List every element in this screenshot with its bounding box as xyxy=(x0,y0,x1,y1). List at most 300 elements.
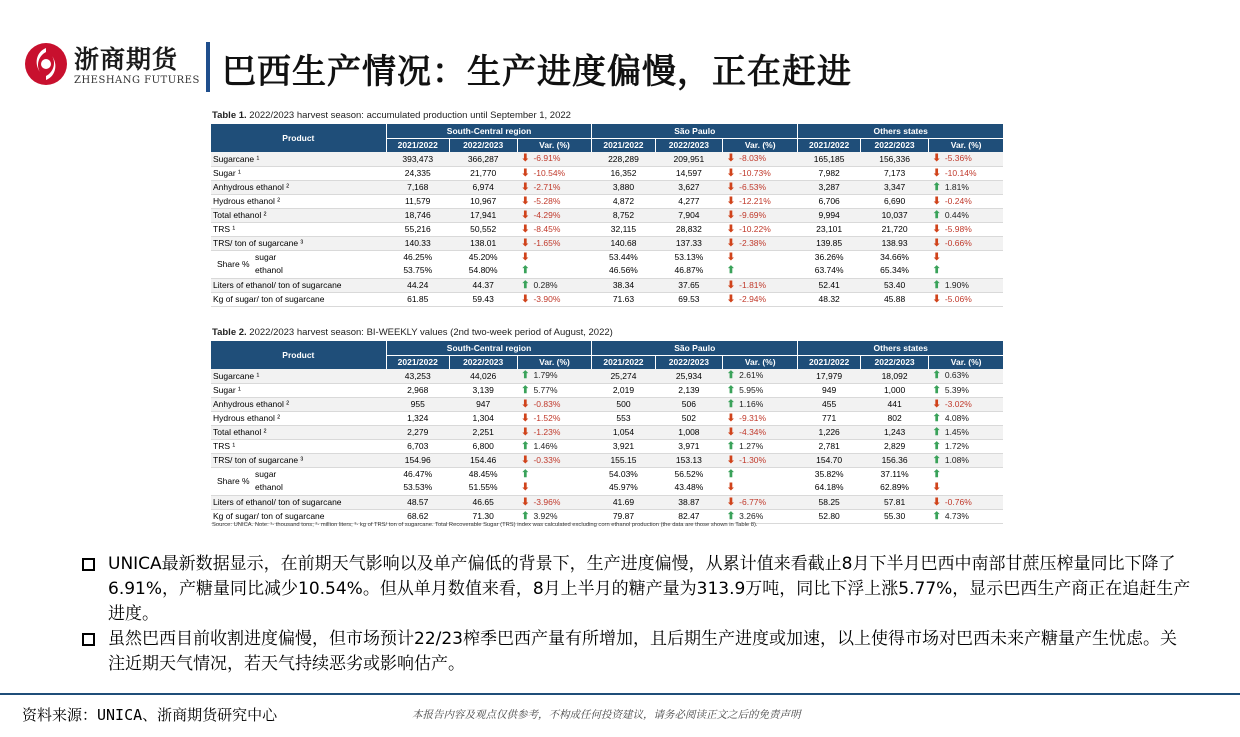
table-cell: 6,703 xyxy=(386,439,449,453)
var-cell xyxy=(723,208,798,222)
var-arrow xyxy=(521,264,590,277)
column-subheader: Var. (%) xyxy=(928,138,1003,152)
table-cell: 25,934 xyxy=(655,369,723,383)
column-subheader: 2021/2022 xyxy=(386,355,449,369)
var-cell xyxy=(928,383,1003,397)
checkbox-square-icon xyxy=(82,558,95,571)
var-value: -3.96% xyxy=(531,496,561,507)
arrow-down-icon: ⬇ xyxy=(726,496,736,508)
table-cell xyxy=(861,250,929,278)
var-value: 1.79% xyxy=(531,370,558,381)
arrow-down-icon: ⬇ xyxy=(726,237,736,249)
table-cell: 7,173 xyxy=(861,166,929,180)
footer-divider xyxy=(0,693,1240,695)
table-cell: 3,880 xyxy=(592,180,655,194)
table-cell: 955 xyxy=(386,397,449,411)
table2-caption xyxy=(212,327,613,338)
share-sub-ethanol: ethanol xyxy=(255,482,283,492)
table-cell xyxy=(723,250,798,278)
row-label: Liters of ethanol/ ton of sugarcane xyxy=(211,495,386,509)
table-cell: 209,951 xyxy=(655,152,723,166)
column-subheader: 2022/2023 xyxy=(449,138,517,152)
table-cell xyxy=(386,467,449,495)
table-row xyxy=(211,236,1003,250)
cell-value: 46.56% xyxy=(609,265,638,275)
var-cell xyxy=(517,495,592,509)
arrow-up-icon: ⬆ xyxy=(521,279,530,291)
table-cell: 1,226 xyxy=(798,425,861,439)
table-cell: 14,597 xyxy=(655,166,723,180)
var-value: -0.83% xyxy=(531,398,561,409)
row-label: Hydrous ethanol ² xyxy=(211,194,386,208)
table-cell: 6,706 xyxy=(798,194,861,208)
table-cell: 61.85 xyxy=(386,292,449,306)
arrow-up-icon: ⬆ xyxy=(932,469,941,480)
arrow-down-icon: ⬇ xyxy=(726,454,736,466)
arrow-down-icon: ⬇ xyxy=(726,293,736,305)
var-value: 1.46% xyxy=(531,440,558,451)
var-cell xyxy=(928,236,1003,250)
table-cell: 3,921 xyxy=(592,439,655,453)
var-cell xyxy=(517,152,592,166)
arrow-down-icon: ⬇ xyxy=(932,252,941,263)
table-cell: 3,627 xyxy=(655,180,723,194)
table-cell: 154.46 xyxy=(449,453,517,467)
table-cell: 21,720 xyxy=(861,222,929,236)
var-value: -3.90% xyxy=(531,293,561,304)
column-subheader: Var. (%) xyxy=(723,355,798,369)
row-label: TRS ¹ xyxy=(211,222,386,236)
arrow-up-icon: ⬆ xyxy=(726,398,736,410)
var-cell xyxy=(928,194,1003,208)
var-value: -8.45% xyxy=(531,223,561,234)
row-label: Kg of sugar/ ton of sugarcane xyxy=(211,292,386,306)
table-cell: 947 xyxy=(449,397,517,411)
var-cell xyxy=(723,222,798,236)
arrow-down-icon: ⬇ xyxy=(726,223,736,235)
arrow-up-icon: ⬆ xyxy=(521,265,530,276)
share-sub-ethanol: ethanol xyxy=(255,265,283,275)
table-cell: 10,967 xyxy=(449,194,517,208)
column-header-product: Product xyxy=(211,341,386,369)
arrow-down-icon: ⬇ xyxy=(932,237,941,249)
cell-value: 51.55% xyxy=(468,482,498,492)
var-value: 4.08% xyxy=(942,412,969,423)
var-value: 1.08% xyxy=(942,454,969,465)
var-cell xyxy=(517,292,592,306)
arrow-up-icon: ⬆ xyxy=(726,440,736,452)
cell-value: 56.52% xyxy=(674,469,704,479)
table-cell: 7,904 xyxy=(655,208,723,222)
table-cell xyxy=(386,250,449,278)
var-value: 5.39% xyxy=(942,384,969,395)
var-value: -0.76% xyxy=(942,496,972,507)
var-cell xyxy=(928,495,1003,509)
arrow-down-icon: ⬇ xyxy=(932,153,941,165)
var-cell xyxy=(723,180,798,194)
logo-english-text: ZHESHANG FUTURES xyxy=(74,75,200,86)
table-cell: 6,690 xyxy=(861,194,929,208)
var-cell xyxy=(928,509,1003,523)
row-label: Total ethanol ² xyxy=(211,208,386,222)
cell-value: 36.26% xyxy=(814,252,844,262)
table-cell: 9,994 xyxy=(798,208,861,222)
var-value: -0.33% xyxy=(531,454,561,465)
share-label: Share % xyxy=(217,475,250,486)
table-cell: 140.33 xyxy=(386,236,449,250)
var-value: -10.14% xyxy=(942,167,977,178)
arrow-down-icon: ⬇ xyxy=(521,426,530,438)
var-arrow xyxy=(932,481,1001,494)
var-value: -1.81% xyxy=(736,279,767,290)
table-cell: 137.33 xyxy=(655,236,723,250)
var-cell xyxy=(723,411,798,425)
var-cell xyxy=(517,509,592,523)
table-cell: 24,335 xyxy=(386,166,449,180)
table2-caption-label: Table 2. xyxy=(212,327,247,338)
table-cell: 7,982 xyxy=(798,166,861,180)
table-cell: 155.15 xyxy=(592,453,655,467)
table-cell: 3,139 xyxy=(449,383,517,397)
row-label: Anhydrous ethanol ² xyxy=(211,397,386,411)
var-value: -12.21% xyxy=(736,195,771,206)
arrow-up-icon: ⬆ xyxy=(932,384,941,396)
arrow-down-icon: ⬇ xyxy=(932,293,941,305)
var-value: -5.06% xyxy=(942,293,972,304)
table-cell: 53.40 xyxy=(861,278,929,292)
var-value: -9.31% xyxy=(736,412,767,423)
column-subheader: 2021/2022 xyxy=(798,355,861,369)
table-cell xyxy=(928,250,1003,278)
table-cell: 43,253 xyxy=(386,369,449,383)
row-label: TRS/ ton of sugarcane ³ xyxy=(211,453,386,467)
table-cell: 2,279 xyxy=(386,425,449,439)
var-value: 1.27% xyxy=(736,440,764,451)
table-cell: 165,185 xyxy=(798,152,861,166)
table-row xyxy=(211,222,1003,236)
table-row xyxy=(211,467,1003,495)
table-cell: 55,216 xyxy=(386,222,449,236)
table-cell: 46.65 xyxy=(449,495,517,509)
table-cell: 58.25 xyxy=(798,495,861,509)
table-cell: 38.87 xyxy=(655,495,723,509)
table2-caption-text: 2022/2023 harvest season: BI-WEEKLY values (2nd two-week period of August, 2022) xyxy=(246,327,613,338)
arrow-up-icon: ⬆ xyxy=(521,384,530,396)
table-cell: 16,352 xyxy=(592,166,655,180)
page-title: 巴西生产情况：生产进度偏慢，正在赶进 xyxy=(222,52,852,92)
column-subheader: Var. (%) xyxy=(928,355,1003,369)
var-cell xyxy=(517,222,592,236)
var-cell xyxy=(517,208,592,222)
arrow-up-icon: ⬆ xyxy=(932,510,941,522)
var-cell xyxy=(928,369,1003,383)
table-cell xyxy=(861,467,929,495)
table-row xyxy=(211,194,1003,208)
table-cell: 156,336 xyxy=(861,152,929,166)
table-row xyxy=(211,397,1003,411)
arrow-up-icon: ⬆ xyxy=(932,412,941,424)
column-group-header: Others states xyxy=(798,341,1004,355)
var-cell xyxy=(517,411,592,425)
cell-value: 35.82% xyxy=(814,469,844,479)
table-cell: 949 xyxy=(798,383,861,397)
cell-value: 53.75% xyxy=(403,265,433,275)
column-group-header: São Paulo xyxy=(592,341,798,355)
arrow-down-icon: ⬇ xyxy=(726,252,736,263)
column-group-header: São Paulo xyxy=(592,124,798,138)
table-cell: 500 xyxy=(592,397,655,411)
table-cell: 4,872 xyxy=(592,194,655,208)
var-cell xyxy=(723,453,798,467)
table-row xyxy=(211,278,1003,292)
arrow-up-icon: ⬆ xyxy=(726,469,736,480)
table-cell: 2,968 xyxy=(386,383,449,397)
table-cell: 48.32 xyxy=(798,292,861,306)
company-logo xyxy=(22,38,200,96)
var-cell xyxy=(517,236,592,250)
table-cell xyxy=(592,250,655,278)
table-cell: 17,941 xyxy=(449,208,517,222)
var-cell xyxy=(517,383,592,397)
column-subheader: Var. (%) xyxy=(723,138,798,152)
table-cell: 3,287 xyxy=(798,180,861,194)
table-cell: 28,832 xyxy=(655,222,723,236)
var-value: -9.69% xyxy=(736,209,767,220)
table-cell: 1,304 xyxy=(449,411,517,425)
table-cell: 1,008 xyxy=(655,425,723,439)
cell-value: 37.11% xyxy=(880,469,909,479)
arrow-down-icon: ⬇ xyxy=(932,223,941,235)
table-row xyxy=(211,509,1003,523)
table-cell: 44.24 xyxy=(386,278,449,292)
row-label: Anhydrous ethanol ² xyxy=(211,180,386,194)
var-value: -1.23% xyxy=(531,426,561,437)
cell-value: 34.66% xyxy=(880,252,909,262)
table-cell: 2,139 xyxy=(655,383,723,397)
table-cell xyxy=(449,467,517,495)
var-value: -4.34% xyxy=(736,426,767,437)
var-value: -5.28% xyxy=(531,195,561,206)
arrow-down-icon: ⬇ xyxy=(521,454,530,466)
cell-value: 64.18% xyxy=(814,482,844,492)
var-cell xyxy=(517,194,592,208)
arrow-down-icon: ⬇ xyxy=(521,237,530,249)
var-cell xyxy=(928,222,1003,236)
arrow-down-icon: ⬇ xyxy=(932,195,941,207)
table-cell: 2,781 xyxy=(798,439,861,453)
cell-value: 53.13% xyxy=(674,252,704,262)
table-cell xyxy=(928,467,1003,495)
var-value: -1.52% xyxy=(531,412,561,423)
table-cell: 3,971 xyxy=(655,439,723,453)
var-cell xyxy=(723,166,798,180)
table-cell xyxy=(449,250,517,278)
var-arrow xyxy=(932,264,1001,277)
arrow-down-icon: ⬇ xyxy=(521,209,530,221)
bullet-2 xyxy=(82,627,1192,677)
table-cell xyxy=(723,467,798,495)
var-value: -10.22% xyxy=(736,223,771,234)
table1 xyxy=(211,124,1003,307)
table-cell: 6,800 xyxy=(449,439,517,453)
arrow-down-icon: ⬇ xyxy=(726,209,736,221)
table-cell xyxy=(798,467,861,495)
table-cell: 366,287 xyxy=(449,152,517,166)
column-subheader: 2021/2022 xyxy=(798,138,861,152)
table1-caption-label: Table 1. xyxy=(212,110,247,121)
arrow-down-icon: ⬇ xyxy=(726,412,736,424)
arrow-down-icon: ⬇ xyxy=(932,496,941,508)
arrow-down-icon: ⬇ xyxy=(521,482,530,493)
var-value: 3.92% xyxy=(531,510,558,521)
column-subheader: 2022/2023 xyxy=(655,138,723,152)
table-cell: 10,037 xyxy=(861,208,929,222)
table-cell: 38.34 xyxy=(592,278,655,292)
table-cell: 153.13 xyxy=(655,453,723,467)
arrow-down-icon: ⬇ xyxy=(521,398,530,410)
share-sub-sugar: sugar xyxy=(255,469,277,479)
cell-value: 46.25% xyxy=(403,252,433,262)
table-cell: 57.81 xyxy=(861,495,929,509)
arrow-up-icon: ⬆ xyxy=(932,209,941,221)
table-row xyxy=(211,439,1003,453)
table-cell: 8,752 xyxy=(592,208,655,222)
column-subheader: 2022/2023 xyxy=(861,355,929,369)
var-cell xyxy=(723,236,798,250)
table-row xyxy=(211,208,1003,222)
row-label: Hydrous ethanol ² xyxy=(211,411,386,425)
row-label: Sugarcane ¹ xyxy=(211,152,386,166)
table-cell: 2,019 xyxy=(592,383,655,397)
arrow-down-icon: ⬇ xyxy=(726,167,736,179)
var-value: 4.73% xyxy=(942,510,969,521)
arrow-up-icon: ⬆ xyxy=(932,440,941,452)
row-label: Kg of sugar/ ton of sugarcane xyxy=(211,509,386,523)
table-cell: 7,168 xyxy=(386,180,449,194)
var-cell xyxy=(723,152,798,166)
var-cell xyxy=(517,425,592,439)
arrow-up-icon: ⬆ xyxy=(726,384,736,396)
table-cell: 59.43 xyxy=(449,292,517,306)
row-label: Sugar ¹ xyxy=(211,383,386,397)
var-cell xyxy=(517,278,592,292)
var-arrow xyxy=(727,481,796,494)
column-subheader: 2022/2023 xyxy=(861,138,929,152)
share-sublabels xyxy=(255,468,283,494)
column-group-header: South-Central region xyxy=(386,341,592,355)
table-cell: 455 xyxy=(798,397,861,411)
arrow-up-icon: ⬆ xyxy=(932,181,941,193)
var-cell xyxy=(723,194,798,208)
table-cell: 25,274 xyxy=(592,369,655,383)
var-cell xyxy=(928,453,1003,467)
zheshang-logo-icon xyxy=(24,42,68,86)
cell-value: 45.20% xyxy=(468,252,498,262)
table-cell: 154.96 xyxy=(386,453,449,467)
arrow-up-icon: ⬆ xyxy=(521,440,530,452)
table-cell: 6,974 xyxy=(449,180,517,194)
var-cell xyxy=(517,397,592,411)
footer-disclaimer: 本报告内容及观点仅供参考，不构成任何投资建议，请务必阅读正文之后的免责声明 xyxy=(412,709,801,721)
cell-value: 54.80% xyxy=(468,265,498,275)
var-value: -2.94% xyxy=(736,293,767,304)
table-cell: 2,251 xyxy=(449,425,517,439)
var-value: 5.95% xyxy=(736,384,764,395)
table-cell: 18,092 xyxy=(861,369,929,383)
table-cell: 71.63 xyxy=(592,292,655,306)
arrow-up-icon: ⬆ xyxy=(521,370,530,382)
arrow-down-icon: ⬇ xyxy=(521,293,530,305)
table-cell: 502 xyxy=(655,411,723,425)
var-value: -10.73% xyxy=(736,167,771,178)
table-cell: 138.01 xyxy=(449,236,517,250)
var-value: -5.36% xyxy=(942,153,972,164)
column-subheader: 2021/2022 xyxy=(592,138,655,152)
table-cell: 45.88 xyxy=(861,292,929,306)
var-cell xyxy=(928,166,1003,180)
table-cell: 82.47 xyxy=(655,509,723,523)
table-cell xyxy=(517,467,592,495)
title-divider xyxy=(206,42,210,92)
var-value: -2.71% xyxy=(531,181,561,192)
arrow-down-icon: ⬇ xyxy=(521,181,530,193)
arrow-up-icon: ⬆ xyxy=(521,510,530,522)
cell-value: 46.87% xyxy=(674,265,704,275)
row-label: Sugarcane ¹ xyxy=(211,369,386,383)
var-value: -3.02% xyxy=(942,398,972,409)
var-cell xyxy=(928,425,1003,439)
var-value: -1.65% xyxy=(531,237,561,248)
table-cell xyxy=(798,250,861,278)
var-value: -6.53% xyxy=(736,181,767,192)
column-subheader: 2022/2023 xyxy=(449,355,517,369)
var-arrow xyxy=(932,468,1001,481)
var-cell xyxy=(928,152,1003,166)
row-label: Liters of ethanol/ ton of sugarcane xyxy=(211,278,386,292)
table-cell: 48.57 xyxy=(386,495,449,509)
table-row xyxy=(211,166,1003,180)
var-cell xyxy=(928,180,1003,194)
cell-value: 62.89% xyxy=(880,482,909,492)
table-row xyxy=(211,411,1003,425)
var-value: -4.29% xyxy=(531,209,561,220)
cell-value: 53.53% xyxy=(403,482,433,492)
column-subheader: Var. (%) xyxy=(517,355,592,369)
table-cell: 79.87 xyxy=(592,509,655,523)
var-arrow xyxy=(727,468,796,481)
cell-value: 65.34% xyxy=(880,265,909,275)
table-cell xyxy=(655,250,723,278)
table-row xyxy=(211,369,1003,383)
arrow-up-icon: ⬆ xyxy=(521,469,530,480)
share-sublabels xyxy=(255,251,283,277)
table-cell: 52.41 xyxy=(798,278,861,292)
arrow-down-icon: ⬇ xyxy=(932,482,941,493)
var-cell xyxy=(723,397,798,411)
bullet-2-text: 虽然巴西目前收割进度偏慢，但市场预计22/23榨季巴西产量有所增加，且后期生产进度或加速，以上使得市场对巴西未来产糖量产生忧虑。关注近期天气情况，若天气持续恶劣或影响估产。 xyxy=(108,629,1177,674)
table-source-note: Source: UNICA. Note: ¹- thousand tons; ²- million liters; ³- kg of TRS/ ton of sugarcane. Total Recoverable Sugar (TRS) index was calculated excluding corn ethanol production (the data are those shown in Table 8). xyxy=(212,522,758,528)
cell-value: 45.97% xyxy=(609,482,638,492)
cell-value: 46.47% xyxy=(403,469,433,479)
column-group-header: South-Central region xyxy=(386,124,592,138)
table-cell: 3,347 xyxy=(861,180,929,194)
share-label: Share % xyxy=(217,258,250,269)
table-cell: 154.70 xyxy=(798,453,861,467)
var-cell xyxy=(928,208,1003,222)
table-cell: 71.30 xyxy=(449,509,517,523)
table-cell: 228,289 xyxy=(592,152,655,166)
table-cell xyxy=(592,467,655,495)
